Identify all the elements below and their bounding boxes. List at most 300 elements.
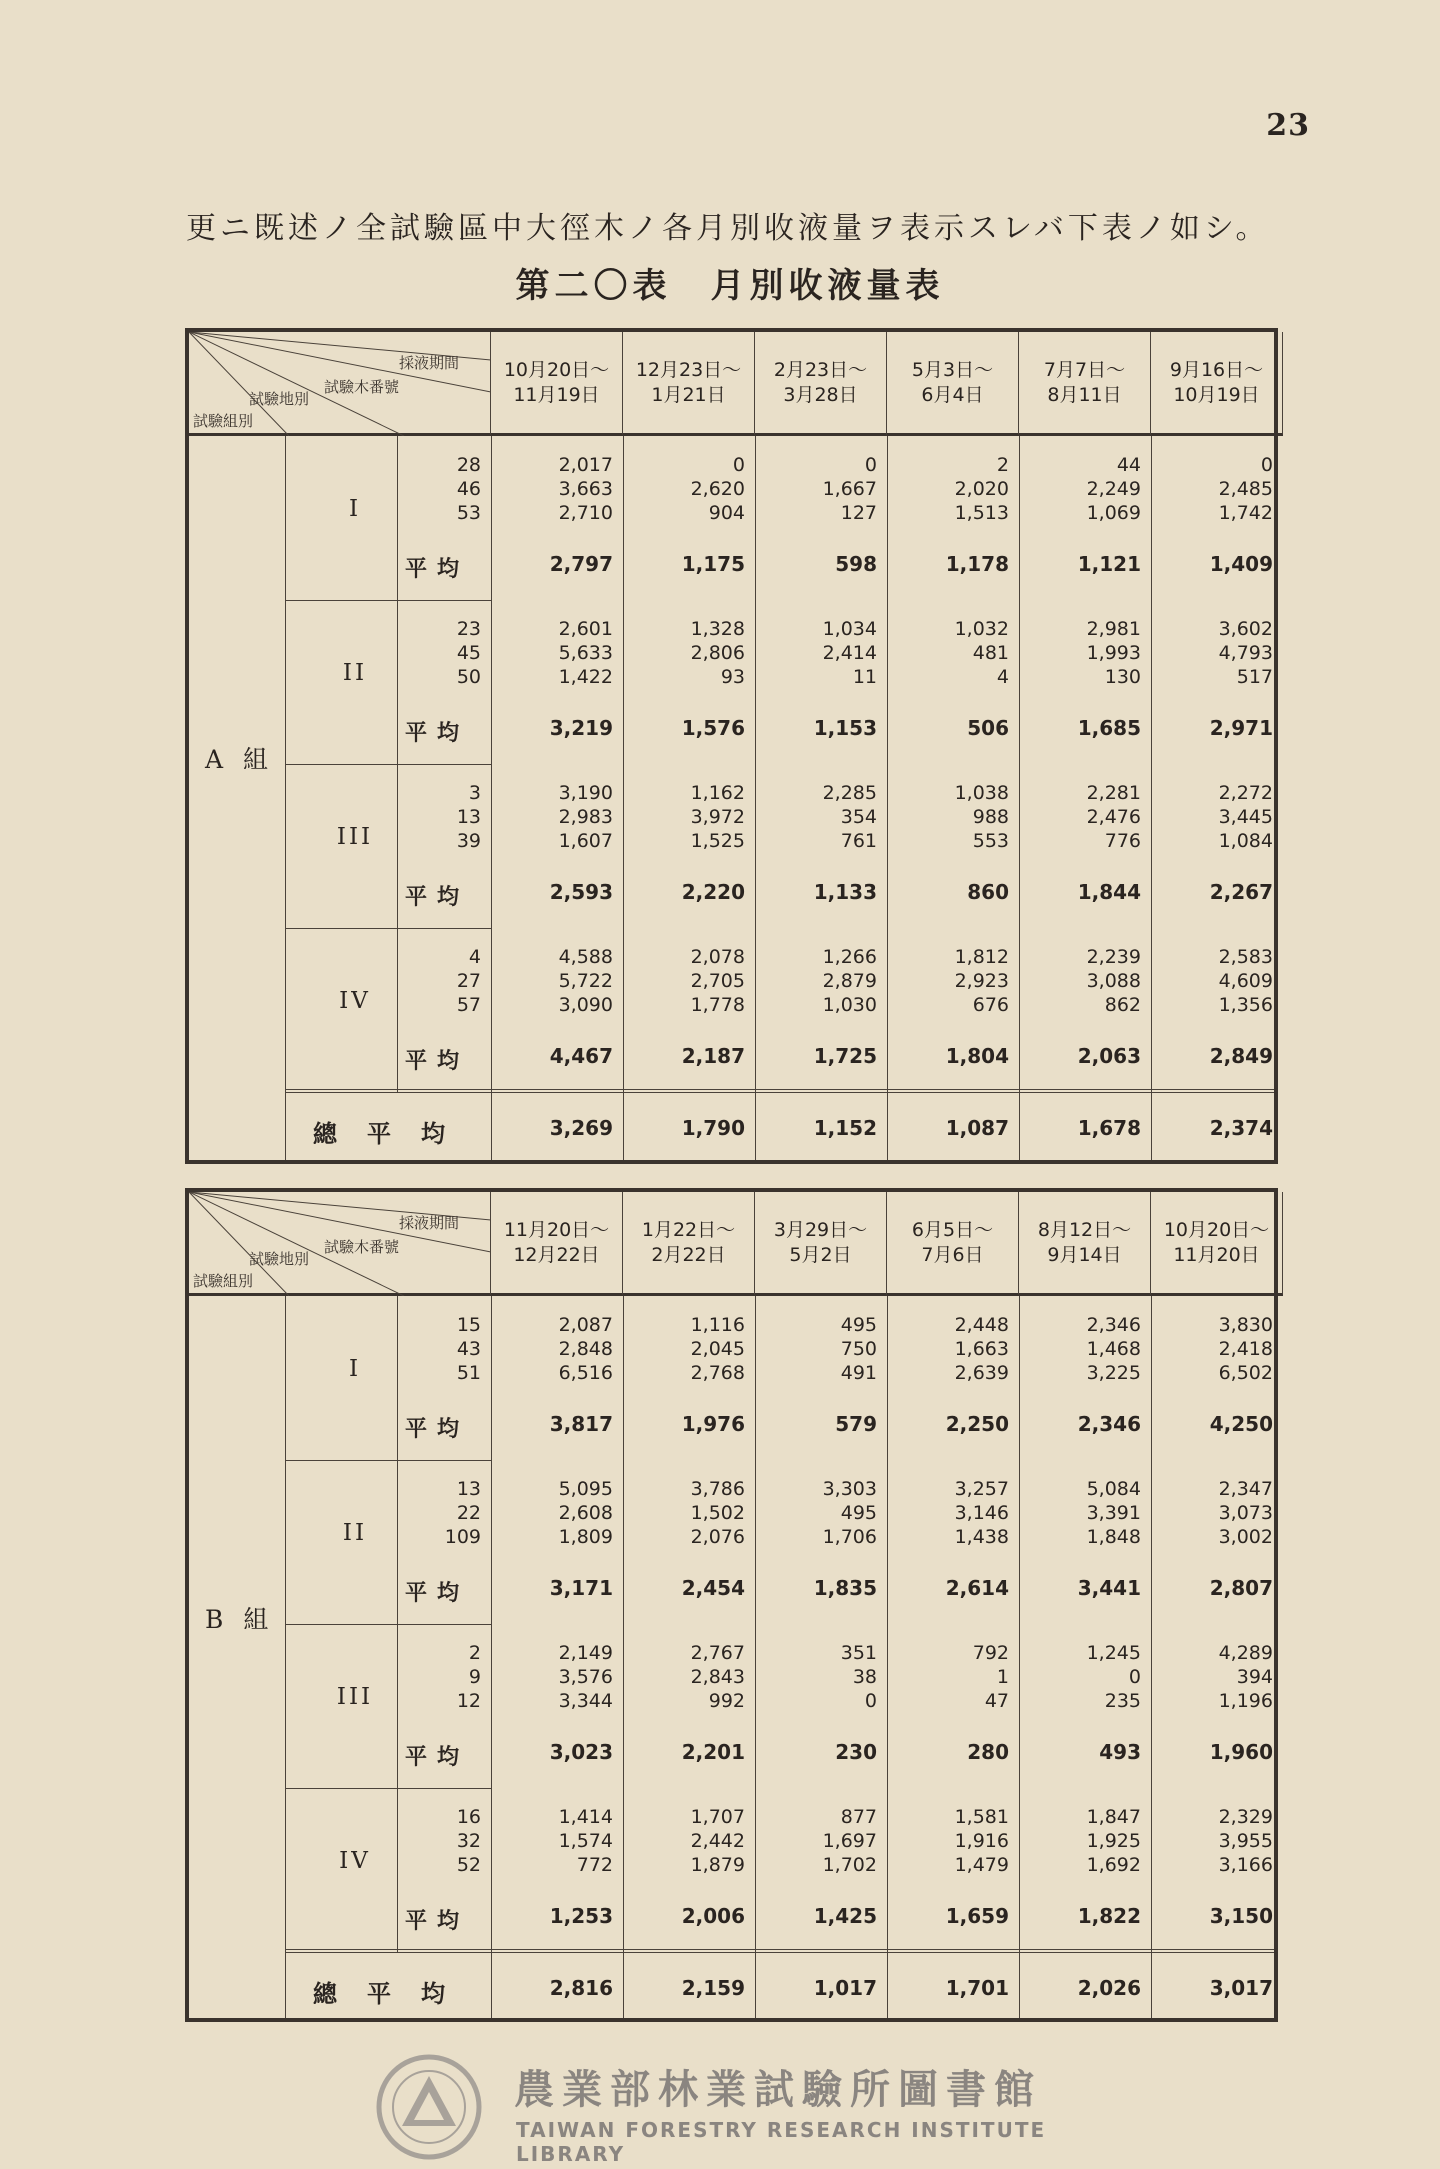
period-header xyxy=(1151,1192,1283,1296)
tree-number: 12 xyxy=(456,1690,481,1712)
period-end: 2月22日 xyxy=(651,1244,726,1266)
period-end: 6月4日 xyxy=(921,384,984,406)
average-cell: 1,576 xyxy=(681,716,745,740)
table-cell: 0 xyxy=(864,454,877,476)
average-cell: 1,425 xyxy=(813,1904,877,1928)
site-divider xyxy=(285,1788,491,1789)
average-cell: 1,253 xyxy=(549,1904,613,1928)
table-cell: 1,663 xyxy=(954,1338,1009,1360)
average-cell: 1,685 xyxy=(1077,716,1141,740)
table-cell: 4,588 xyxy=(558,946,613,968)
table-cell: 3,073 xyxy=(1218,1502,1273,1524)
table-cell: 3,972 xyxy=(690,806,745,828)
table-cell: 2,078 xyxy=(690,946,745,968)
average-cell: 1,178 xyxy=(945,552,1009,576)
tree-number: 39 xyxy=(456,830,481,852)
average-cell: 2,220 xyxy=(681,880,745,904)
table-cell: 3,002 xyxy=(1218,1526,1273,1548)
library-watermark xyxy=(374,2052,1074,2166)
average-cell: 1,121 xyxy=(1077,552,1141,576)
table-cell: 877 xyxy=(840,1806,877,1828)
table-cell: 5,095 xyxy=(558,1478,613,1500)
average-label: 平均 xyxy=(405,1908,470,1934)
table-cell: 1,692 xyxy=(1086,1854,1141,1876)
period-end: 7月6日 xyxy=(921,1244,984,1266)
table-cell: 3,602 xyxy=(1218,618,1273,640)
table-cell: 1,468 xyxy=(1086,1338,1141,1360)
table-cell: 3,146 xyxy=(954,1502,1009,1524)
table-cell: 2,329 xyxy=(1218,1806,1273,1828)
tree-number: 46 xyxy=(456,478,481,500)
table-cell: 862 xyxy=(1104,994,1141,1016)
table-cell: 5,633 xyxy=(558,642,613,664)
table-cell: 1,607 xyxy=(558,830,613,852)
table-cell: 2,249 xyxy=(1086,478,1141,500)
total-average-cell: 2,159 xyxy=(681,1976,745,2000)
table-cell: 1,502 xyxy=(690,1502,745,1524)
table-cell: 3,303 xyxy=(822,1478,877,1500)
table-cell: 1,356 xyxy=(1218,994,1273,1016)
table-cell: 2 xyxy=(996,454,1009,476)
period-end: 12月22日 xyxy=(513,1244,600,1266)
group-name: B 組 xyxy=(205,1605,275,1634)
table-cell: 5,722 xyxy=(558,970,613,992)
period-header xyxy=(491,1192,623,1296)
total-divider xyxy=(285,1952,1274,1953)
table-cell: 2,346 xyxy=(1086,1314,1141,1336)
table-cell: 1,778 xyxy=(690,994,745,1016)
library-name-zh: 農業部林業試驗所圖書館 xyxy=(514,2066,1042,2113)
table-cell: 2,442 xyxy=(690,1830,745,1852)
average-label: 平均 xyxy=(405,556,470,582)
table-cell: 3,391 xyxy=(1086,1502,1141,1524)
table-block-b xyxy=(185,1188,1278,2022)
header-label-tree-no: 試驗木番號 xyxy=(324,1238,400,1256)
table-cell: 38 xyxy=(852,1666,877,1688)
tree-number: 52 xyxy=(456,1854,481,1876)
table-cell: 553 xyxy=(972,830,1009,852)
tree-number: 50 xyxy=(456,666,481,688)
table-cell: 44 xyxy=(1116,454,1141,476)
average-cell: 2,797 xyxy=(549,552,613,576)
total-average-label: 總平均 xyxy=(313,1979,475,2008)
average-cell: 3,171 xyxy=(549,1576,613,1600)
table-cell: 2,017 xyxy=(558,454,613,476)
average-cell: 3,441 xyxy=(1077,1576,1141,1600)
column-divider xyxy=(285,1092,286,1160)
average-cell: 2,250 xyxy=(945,1412,1009,1436)
table-cell: 2,608 xyxy=(558,1502,613,1524)
header-diagonal-cell xyxy=(189,332,491,436)
period-header xyxy=(1019,332,1151,436)
average-cell: 2,201 xyxy=(681,1740,745,1764)
table-cell: 2,768 xyxy=(690,1362,745,1384)
site-name: IV xyxy=(339,1848,371,1874)
table-cell: 2,923 xyxy=(954,970,1009,992)
average-cell: 506 xyxy=(967,716,1009,740)
table-cell: 1,196 xyxy=(1218,1690,1273,1712)
site-divider xyxy=(285,928,491,929)
period-start: 6月5日〜 xyxy=(911,1219,994,1241)
table-cell: 1,162 xyxy=(690,782,745,804)
average-cell: 4,467 xyxy=(549,1044,613,1068)
library-seal-icon xyxy=(374,2052,484,2162)
average-cell: 1,822 xyxy=(1077,1904,1141,1928)
average-cell: 2,187 xyxy=(681,1044,745,1068)
site-name: II xyxy=(342,1520,368,1546)
table-cell: 2,879 xyxy=(822,970,877,992)
table-cell: 3,344 xyxy=(558,1690,613,1712)
period-header xyxy=(623,1192,755,1296)
period-start: 9月16日〜 xyxy=(1169,359,1264,381)
table-cell: 1,038 xyxy=(954,782,1009,804)
tree-number: 13 xyxy=(456,1478,481,1500)
table-cell: 3,786 xyxy=(690,1478,745,1500)
average-cell: 4,250 xyxy=(1209,1412,1273,1436)
table-cell: 0 xyxy=(732,454,745,476)
page-number: 23 xyxy=(1266,108,1310,143)
total-average-cell: 1,087 xyxy=(945,1116,1009,1140)
table-cell: 3,576 xyxy=(558,1666,613,1688)
average-cell: 2,971 xyxy=(1209,716,1273,740)
table-cell: 2,843 xyxy=(690,1666,745,1688)
table-cell: 1,245 xyxy=(1086,1642,1141,1664)
tree-number: 109 xyxy=(444,1526,481,1548)
average-cell: 598 xyxy=(835,552,877,576)
table-cell: 904 xyxy=(708,502,745,524)
table-cell: 11 xyxy=(852,666,877,688)
table-cell: 517 xyxy=(1236,666,1273,688)
tree-number: 45 xyxy=(456,642,481,664)
total-average-cell: 2,374 xyxy=(1209,1116,1273,1140)
table-cell: 992 xyxy=(708,1690,745,1712)
period-end: 11月20日 xyxy=(1173,1244,1260,1266)
average-cell: 2,063 xyxy=(1077,1044,1141,1068)
average-cell: 2,006 xyxy=(681,1904,745,1928)
average-cell: 3,023 xyxy=(549,1740,613,1764)
table-cell: 2,448 xyxy=(954,1314,1009,1336)
table-cell: 1,525 xyxy=(690,830,745,852)
tree-number: 2 xyxy=(468,1642,481,1664)
table-cell: 5,084 xyxy=(1086,1478,1141,1500)
total-average-cell: 3,017 xyxy=(1209,1976,1273,2000)
group-name: A 組 xyxy=(205,745,275,774)
table-cell: 6,516 xyxy=(558,1362,613,1384)
table-cell: 2,476 xyxy=(1086,806,1141,828)
total-average-cell: 1,152 xyxy=(813,1116,877,1140)
table-cell: 1,993 xyxy=(1086,642,1141,664)
table-cell: 1,084 xyxy=(1218,830,1273,852)
site-divider xyxy=(285,764,491,765)
tree-number: 22 xyxy=(456,1502,481,1524)
period-header xyxy=(1019,1192,1151,1296)
table-cell: 495 xyxy=(840,1502,877,1524)
average-cell: 1,175 xyxy=(681,552,745,576)
average-cell: 2,454 xyxy=(681,1576,745,1600)
total-divider xyxy=(285,1089,1274,1090)
average-cell: 1,976 xyxy=(681,1412,745,1436)
table-cell: 1,702 xyxy=(822,1854,877,1876)
table-cell: 1,030 xyxy=(822,994,877,1016)
site-name: I xyxy=(348,1356,362,1382)
period-header xyxy=(623,332,755,436)
table-cell: 2,076 xyxy=(690,1526,745,1548)
average-cell: 1,659 xyxy=(945,1904,1009,1928)
table-cell: 2,281 xyxy=(1086,782,1141,804)
table-cell: 1,812 xyxy=(954,946,1009,968)
table-cell: 495 xyxy=(840,1314,877,1336)
site-name: IV xyxy=(339,988,371,1014)
period-start: 2月23日〜 xyxy=(773,359,868,381)
average-cell: 3,219 xyxy=(549,716,613,740)
header-label-site: 試驗地別 xyxy=(249,1250,310,1268)
average-cell: 1,835 xyxy=(813,1576,877,1600)
table-cell: 2,705 xyxy=(690,970,745,992)
table-cell: 4,289 xyxy=(1218,1642,1273,1664)
table-cell: 1,581 xyxy=(954,1806,1009,1828)
period-header xyxy=(755,1192,887,1296)
table-cell: 1,742 xyxy=(1218,502,1273,524)
table-cell: 0 xyxy=(1260,454,1273,476)
table-block-a xyxy=(185,328,1278,1164)
table-cell: 772 xyxy=(576,1854,613,1876)
table-cell: 394 xyxy=(1236,1666,1273,1688)
total-divider xyxy=(285,1092,1274,1093)
table-cell: 235 xyxy=(1104,1690,1141,1712)
table-cell: 1,116 xyxy=(690,1314,745,1336)
average-cell: 1,409 xyxy=(1209,552,1273,576)
table-cell: 3,225 xyxy=(1086,1362,1141,1384)
total-divider xyxy=(285,1949,1274,1950)
period-start: 5月3日〜 xyxy=(911,359,994,381)
period-start: 12月23日〜 xyxy=(635,359,742,381)
table-cell: 761 xyxy=(840,830,877,852)
period-end: 9月14日 xyxy=(1047,1244,1122,1266)
table-cell: 3,166 xyxy=(1218,1854,1273,1876)
tree-number: 32 xyxy=(456,1830,481,1852)
average-cell: 2,593 xyxy=(549,880,613,904)
total-average-cell: 1,790 xyxy=(681,1116,745,1140)
total-average-cell: 1,678 xyxy=(1077,1116,1141,1140)
table-cell: 1,667 xyxy=(822,478,877,500)
period-end: 11月19日 xyxy=(513,384,600,406)
table-cell: 1,879 xyxy=(690,1854,745,1876)
tree-number: 16 xyxy=(456,1806,481,1828)
table-cell: 1,848 xyxy=(1086,1526,1141,1548)
table-cell: 1,847 xyxy=(1086,1806,1141,1828)
table-cell: 4 xyxy=(996,666,1009,688)
period-end: 10月19日 xyxy=(1173,384,1260,406)
table-cell: 2,485 xyxy=(1218,478,1273,500)
table-cell: 1,328 xyxy=(690,618,745,640)
table-cell: 1 xyxy=(996,1666,1009,1688)
average-cell: 2,849 xyxy=(1209,1044,1273,1068)
period-start: 7月7日〜 xyxy=(1043,359,1126,381)
table-cell: 2,981 xyxy=(1086,618,1141,640)
table-cell: 676 xyxy=(972,994,1009,1016)
site-name: III xyxy=(336,824,374,850)
period-header xyxy=(1151,332,1283,436)
tree-number: 13 xyxy=(456,806,481,828)
average-label: 平均 xyxy=(405,1048,470,1074)
table-cell: 2,620 xyxy=(690,478,745,500)
table-cell: 47 xyxy=(984,1690,1009,1712)
average-label: 平均 xyxy=(405,1580,470,1606)
table-cell: 491 xyxy=(840,1362,877,1384)
table-cell: 6,502 xyxy=(1218,1362,1273,1384)
average-label: 平均 xyxy=(405,884,470,910)
table-cell: 3,088 xyxy=(1086,970,1141,992)
total-average-cell: 3,269 xyxy=(549,1116,613,1140)
average-cell: 2,807 xyxy=(1209,1576,1273,1600)
average-cell: 230 xyxy=(835,1740,877,1764)
average-cell: 3,817 xyxy=(549,1412,613,1436)
table-cell: 2,272 xyxy=(1218,782,1273,804)
total-average-label: 總平均 xyxy=(313,1119,475,1148)
period-start: 10月20日〜 xyxy=(1163,1219,1270,1241)
average-cell: 2,614 xyxy=(945,1576,1009,1600)
table-cell: 2,601 xyxy=(558,618,613,640)
table-cell: 3,663 xyxy=(558,478,613,500)
table-cell: 3,257 xyxy=(954,1478,1009,1500)
tree-number: 43 xyxy=(456,1338,481,1360)
table-cell: 1,034 xyxy=(822,618,877,640)
period-end: 1月21日 xyxy=(651,384,726,406)
site-name: III xyxy=(336,1684,374,1710)
table-cell: 2,020 xyxy=(954,478,1009,500)
table-cell: 2,149 xyxy=(558,1642,613,1664)
tree-number: 3 xyxy=(468,782,481,804)
tree-number: 9 xyxy=(468,1666,481,1688)
table-cell: 127 xyxy=(840,502,877,524)
table-cell: 2,639 xyxy=(954,1362,1009,1384)
period-end: 5月2日 xyxy=(789,1244,852,1266)
period-header xyxy=(887,1192,1019,1296)
table-cell: 4,609 xyxy=(1218,970,1273,992)
site-divider xyxy=(285,600,491,601)
tree-number: 28 xyxy=(456,454,481,476)
table-cell: 1,414 xyxy=(558,1806,613,1828)
average-cell: 2,346 xyxy=(1077,1412,1141,1436)
intro-text: 更ニ既述ノ全試驗區中大徑木ノ各月別收液量ヲ表示スレバ下表ノ如シ。 xyxy=(186,211,1270,246)
total-average-cell: 2,026 xyxy=(1077,1976,1141,2000)
period-start: 11月20日〜 xyxy=(503,1219,610,1241)
tree-number: 4 xyxy=(468,946,481,968)
table-cell: 2,285 xyxy=(822,782,877,804)
site-divider xyxy=(285,1460,491,1461)
total-average-cell: 1,701 xyxy=(945,1976,1009,2000)
period-end: 8月11日 xyxy=(1047,384,1122,406)
period-start: 3月29日〜 xyxy=(773,1219,868,1241)
table-cell: 792 xyxy=(972,1642,1009,1664)
site-name: II xyxy=(342,660,368,686)
table-cell: 0 xyxy=(1128,1666,1141,1688)
table-cell: 1,422 xyxy=(558,666,613,688)
average-cell: 280 xyxy=(967,1740,1009,1764)
table-cell: 130 xyxy=(1104,666,1141,688)
average-label: 平均 xyxy=(405,1744,470,1770)
table-cell: 750 xyxy=(840,1338,877,1360)
average-cell: 1,844 xyxy=(1077,880,1141,904)
table-cell: 2,806 xyxy=(690,642,745,664)
table-cell: 93 xyxy=(720,666,745,688)
site-name: I xyxy=(348,496,362,522)
table-cell: 3,190 xyxy=(558,782,613,804)
table-cell: 2,414 xyxy=(822,642,877,664)
column-divider xyxy=(285,1952,286,2018)
table-cell: 2,087 xyxy=(558,1314,613,1336)
table-cell: 3,955 xyxy=(1218,1830,1273,1852)
period-start: 1月22日〜 xyxy=(641,1219,736,1241)
table-cell: 2,848 xyxy=(558,1338,613,1360)
average-cell: 860 xyxy=(967,880,1009,904)
average-label: 平均 xyxy=(405,720,470,746)
library-name-en: TAIWAN FORESTRY RESEARCH INSTITUTE LIBRARY xyxy=(516,2118,1047,2166)
average-cell: 2,267 xyxy=(1209,880,1273,904)
table-cell: 2,983 xyxy=(558,806,613,828)
table-cell: 1,266 xyxy=(822,946,877,968)
table-cell: 4,793 xyxy=(1218,642,1273,664)
table-cell: 1,916 xyxy=(954,1830,1009,1852)
table-cell: 2,418 xyxy=(1218,1338,1273,1360)
tree-number: 23 xyxy=(456,618,481,640)
header-diagonal-cell xyxy=(189,1192,491,1296)
average-cell: 1,960 xyxy=(1209,1740,1273,1764)
table-title: 第二〇表 月別收液量表 xyxy=(515,266,945,306)
table-cell: 2,767 xyxy=(690,1642,745,1664)
table-cell: 988 xyxy=(972,806,1009,828)
table-cell: 2,710 xyxy=(558,502,613,524)
table-cell: 1,697 xyxy=(822,1830,877,1852)
table-cell: 1,706 xyxy=(822,1526,877,1548)
average-label: 平均 xyxy=(405,1416,470,1442)
total-average-cell: 2,816 xyxy=(549,1976,613,2000)
table-cell: 776 xyxy=(1104,830,1141,852)
table-cell: 1,574 xyxy=(558,1830,613,1852)
table-cell: 1,479 xyxy=(954,1854,1009,1876)
site-divider xyxy=(285,1624,491,1625)
header-label-tree-no: 試驗木番號 xyxy=(324,378,400,396)
table-cell: 2,239 xyxy=(1086,946,1141,968)
table-cell: 3,090 xyxy=(558,994,613,1016)
tree-number: 53 xyxy=(456,502,481,524)
header-label-group: 試驗組別 xyxy=(193,1272,254,1290)
table-cell: 2,045 xyxy=(690,1338,745,1360)
tree-number: 57 xyxy=(456,994,481,1016)
tree-number: 15 xyxy=(456,1314,481,1336)
tree-number: 51 xyxy=(456,1362,481,1384)
table-cell: 0 xyxy=(864,1690,877,1712)
table-cell: 351 xyxy=(840,1642,877,1664)
average-cell: 579 xyxy=(835,1412,877,1436)
period-header xyxy=(887,332,1019,436)
tree-number: 27 xyxy=(456,970,481,992)
table-cell: 1,925 xyxy=(1086,1830,1141,1852)
average-cell: 1,804 xyxy=(945,1044,1009,1068)
total-average-cell: 1,017 xyxy=(813,1976,877,2000)
table-cell: 1,707 xyxy=(690,1806,745,1828)
period-header xyxy=(755,332,887,436)
period-end: 3月28日 xyxy=(783,384,858,406)
table-cell: 2,347 xyxy=(1218,1478,1273,1500)
table-cell: 1,438 xyxy=(954,1526,1009,1548)
header-label-group: 試驗組別 xyxy=(193,412,254,430)
table-cell: 3,445 xyxy=(1218,806,1273,828)
table-cell: 1,032 xyxy=(954,618,1009,640)
header-label-period: 採液期間 xyxy=(399,1214,460,1232)
period-start: 10月20日〜 xyxy=(503,359,610,381)
table-cell: 481 xyxy=(972,642,1009,664)
